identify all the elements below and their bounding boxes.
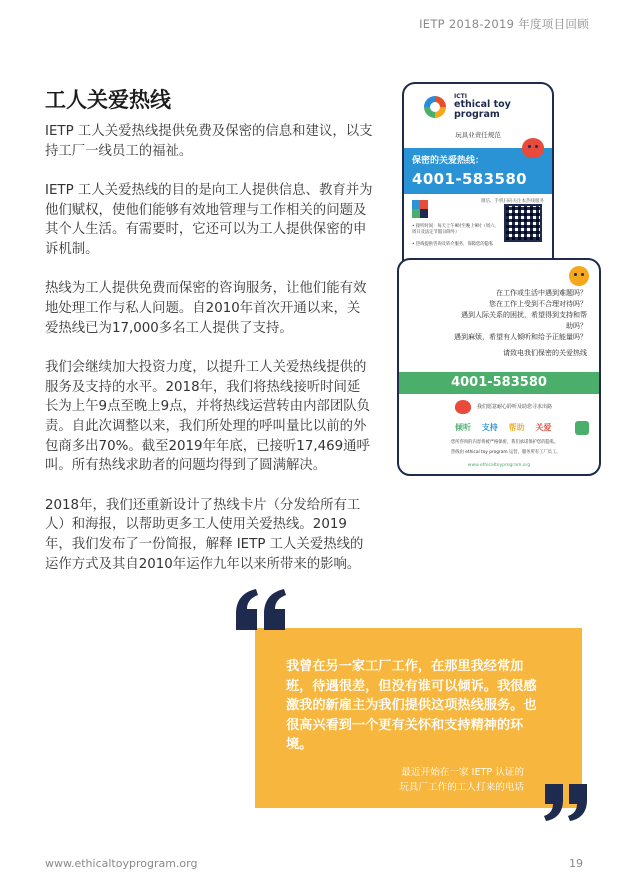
icti-logo-icon xyxy=(424,96,446,118)
pixel-character-icon xyxy=(412,200,428,218)
card-line-2: • 热线提供咨询及转介服务，保障您的隐私 xyxy=(412,242,494,247)
card-back-hotline-panel xyxy=(399,372,599,394)
robot-icon xyxy=(575,421,589,435)
page-title: 工人关爱热线 xyxy=(45,88,171,112)
logo-small-text: ICTI xyxy=(454,93,467,100)
testimonial-source xyxy=(324,765,524,795)
hotline-card-back xyxy=(397,258,601,476)
paragraph-redesign: 2018年，我们还重新设计了热线卡片（分发给所有工人）和海报，以帮助更多工人使用关爱热线。2019年，我们发布了一份简报，解释 IETP 工人关爱热线的运作方式及其自2010年运作九年以来所带来的影响。 xyxy=(45,497,364,572)
hotline-label: 保密的关爱热线： xyxy=(412,156,485,166)
testimonial-box xyxy=(255,628,582,808)
logo-text: ethical toy program xyxy=(454,99,511,120)
testimonial-source-line-2: 玩具厂工作的工人打来的电话 xyxy=(399,782,524,793)
card-keywords xyxy=(455,422,559,433)
card-question-5: 请致电我们保密的关爱热线 xyxy=(503,349,587,357)
card-fine-print-1: 您所咨询的内容将被严格保密，我们承诺保护您的隐私。 xyxy=(451,440,559,445)
header-title: IETP 2018-2019 年度项目回顾 xyxy=(419,17,589,31)
close-quote-icon xyxy=(543,784,589,822)
hotline-number: 4001-583580 xyxy=(412,170,527,188)
testimonial-source-line-1: 最近开始在一家 IETP 认证的 xyxy=(401,767,524,778)
card-hotline-panel xyxy=(404,148,552,194)
card-question-2: 您在工作上受到不合理对待吗？ xyxy=(489,300,587,308)
keyword-help: 帮助 xyxy=(508,423,525,432)
card-care-line: 我们愿意耐心聆听及助您寻求出路 xyxy=(477,404,553,410)
paragraph-purpose: IETP 工人关爱热线的目的是向工人提供信息、教育并为他们赋权，使他们能够有效地管理与工作相关的问题及其个人生活。有需要时，它还可以为工人提供保密的申诉机制。 xyxy=(45,182,373,258)
page-number: 19 xyxy=(569,857,583,870)
card-note: 微信、手机扫码关注本热线服务 xyxy=(481,199,544,204)
footer-url: www.ethicaltoyprogram.org xyxy=(45,857,198,870)
testimonial-text: 我曾在另一家工厂工作，在那里我经常加班，待遇很差，但没有谁可以倾诉。我很感激我的新雇主为我们提供这项热线服务。也很高兴看到一个更有关怀和支持精神的环境。 xyxy=(286,659,537,752)
paragraph-investment: 我们会继续加大投资力度，以提升工人关爱热线提供的服务及支持的水平。2018年，我们将热线接听时间延长为上午9点至晚上9点，并将热线运营转由内部团队负责。自此次调整以来，我们所处理的呼叫量比以前的外包商多出70%。截至2019年年底，已接听17,469通呼叫。所有热线求助者的问题均得到了圆满解决。 xyxy=(45,359,371,474)
orange-face-icon xyxy=(569,266,589,286)
paragraph-intro: IETP 工人关爱热线提供免费及保密的信息和建议，以支持工厂一线员工的福祉。 xyxy=(45,124,373,159)
body-text xyxy=(45,122,373,594)
card-fine-print-2: 热线由 ethical toy program 运营，服务所有工厂员工。 xyxy=(451,450,561,455)
card-back-url: www.ethicaltoyprogram.org xyxy=(467,463,531,468)
keyword-care: 关爱 xyxy=(535,423,552,432)
card-subtitle: 玩具业责任规范 xyxy=(455,131,501,139)
card-line-1: • 接听时间：每天上午9时至晚上9时（周六、周日及法定节假日除外） xyxy=(412,224,499,235)
keyword-support: 支持 xyxy=(481,423,498,432)
card-question-1: 在工作或生活中遇到难题吗？ xyxy=(496,289,587,297)
card-question-4: 遇到麻烦，希望有人倾听和给予正能量吗？ xyxy=(454,333,587,341)
card-question-3: 遇到人际关系的困扰，希望得到支持和帮助吗？ xyxy=(461,311,587,330)
hotline-number-back: 4001-583580 xyxy=(451,375,547,390)
ladybug-icon xyxy=(455,400,471,414)
qr-code-icon xyxy=(504,204,542,242)
keyword-listen: 倾听 xyxy=(455,423,471,432)
open-quote-icon xyxy=(234,588,288,632)
paragraph-service: 热线为工人提供免费而保密的咨询服务，让他们能有效地处理工作与私人问题。自2010年首次开通以来，关爱热线已为17,000多名工人提供了支持。 xyxy=(45,281,367,336)
red-face-icon xyxy=(522,138,544,158)
